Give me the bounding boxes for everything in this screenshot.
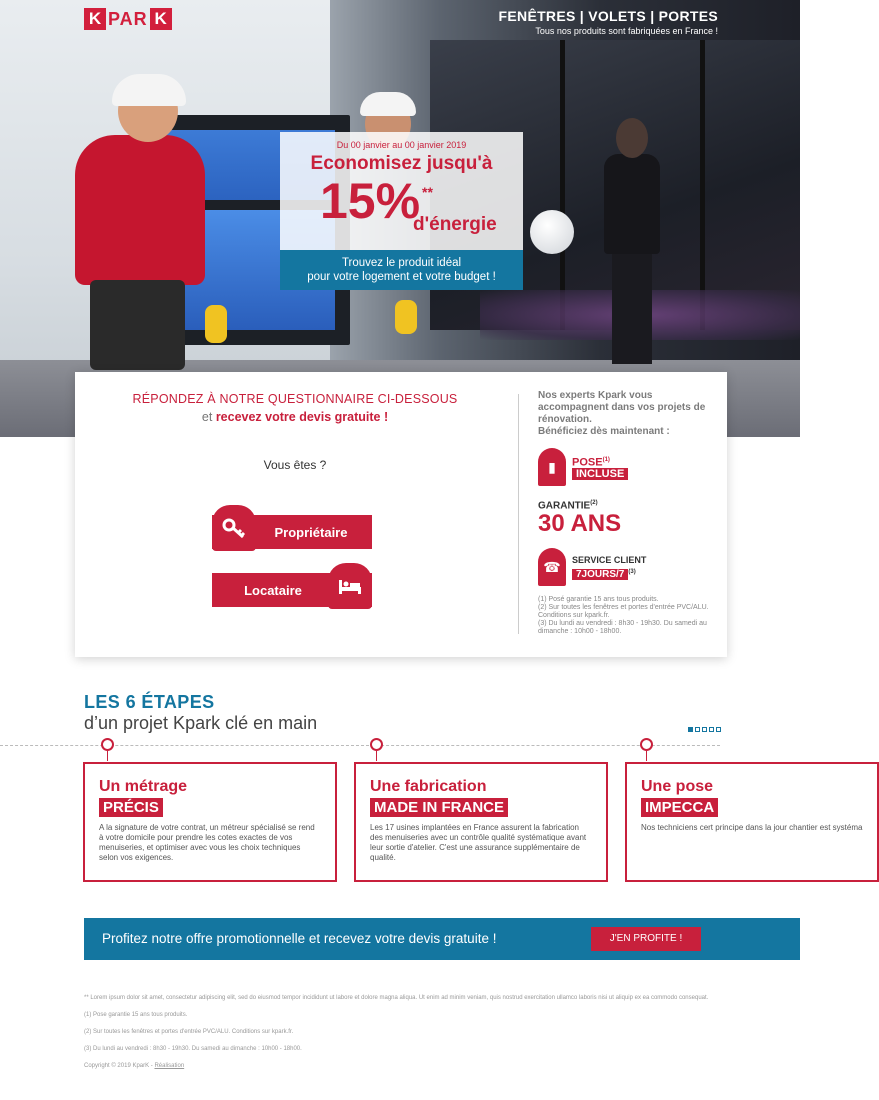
hero-woman	[596, 118, 666, 358]
badge2-sup: (2)	[590, 500, 598, 507]
logo-k2: K	[150, 8, 172, 30]
agent-icon: ☎	[538, 548, 566, 586]
promo-subline	[280, 250, 523, 290]
badge2-line1: GARANTIE	[538, 500, 591, 512]
promo-subline-2: pour votre logement et votre budget !	[307, 271, 496, 283]
logo-text: PAR	[108, 8, 148, 29]
carousel-dot[interactable]	[702, 727, 707, 732]
questionnaire-title: RÉPONDEZ À NOTRE QUESTIONNAIRE CI-DESSOUS	[132, 392, 458, 406]
header-subtitle: Tous nos produits sont fabriquées en France !	[535, 26, 718, 36]
footer-lorem: ** Lorem ipsum dolor sit amet, consectetur adipiscing elit, sed do eiusmod tempor incididunt ut labore et dolore magna aliqua. Ut enim ad minim veniam, quis nostrud exercitation ullamco laboris nisi ut aliquip ex ea commodo consequat.	[84, 995, 709, 1001]
carousel-dot[interactable]	[709, 727, 714, 732]
logo-k: K	[84, 8, 106, 30]
questionnaire-cta-text: recevez votre devis gratuite !	[215, 410, 389, 424]
question-label: Vous êtes ?	[263, 458, 327, 472]
realisation-link[interactable]: Réalisation	[154, 1063, 185, 1069]
steps-title: LES 6 ÉTAPES	[84, 692, 215, 712]
questionnaire-cta	[75, 410, 515, 424]
promo-headline: Economisez jusqu'à	[310, 153, 493, 174]
promo-box	[280, 132, 523, 250]
questionnaire-card	[75, 372, 727, 657]
header-title: FENÊTRES | VOLETS | PORTES	[498, 8, 718, 24]
badge2-line2: 30 ANS	[538, 509, 622, 537]
step-text: A la signature de votre contrat, un métreur spécialisé se rend à votre domicile pour prendre les cotes exactes de vos menuiseries, et optimiser avec vous les choix techniques selon vos exigences.	[99, 823, 315, 862]
badge1-sup: (1)	[602, 456, 610, 463]
owner-button[interactable]	[212, 515, 372, 549]
promo-dates: Du 00 janvier au 00 janvier 2019	[336, 140, 467, 150]
experts-intro: Nos experts Kpark vous accompagnent dans vos projets de rénovation.	[538, 390, 706, 425]
note-3: (3) Du lundi au vendredi : 8h30 - 19h30. Du samedi au dimanche : 10h00 - 18h00.	[538, 620, 707, 635]
carousel-dot[interactable]	[688, 727, 693, 732]
questionnaire-and: et	[201, 410, 213, 424]
step-highlight: PRÉCIS	[99, 798, 163, 817]
step-card	[83, 762, 337, 882]
experts-benefit: Bénéficiez dès maintenant :	[538, 426, 670, 437]
garantie-badge	[538, 496, 718, 538]
badge3-sup: (3)	[628, 568, 636, 575]
key-icon	[212, 505, 256, 551]
service-client-badge	[538, 546, 718, 588]
bed-icon	[328, 563, 372, 609]
step-card	[354, 762, 608, 882]
steps-heading	[84, 692, 317, 734]
step-highlight: MADE IN FRANCE	[370, 798, 508, 817]
step-card	[625, 762, 879, 882]
timeline-line	[0, 745, 720, 746]
promo-asterisk: **	[422, 184, 433, 200]
owner-label: Propriétaire	[274, 524, 348, 540]
experts-panel	[538, 390, 718, 636]
step-title: Un métrage	[99, 778, 188, 795]
copyright-text: Copyright © 2019 KparK -	[84, 1063, 155, 1069]
note-1: (1) Posé garantie 15 ans tous produits.	[538, 596, 659, 603]
promo-cta-bar	[84, 918, 800, 960]
footer-note-2: (2) Sur toutes les fenêtres et portes d'entrée PVC/ALU. Conditions sur kpark.fr.	[84, 1029, 294, 1035]
carousel-dot[interactable]	[695, 727, 700, 732]
footer	[84, 994, 724, 1079]
promo-energy: d'énergie	[413, 214, 497, 235]
badge1-line2: INCLUSE	[572, 468, 628, 480]
step-text: Les 17 usines implantées en France assurent la fabrication des menuiseries avec un contrôle qualité systématique avant leur sortie d'atelier. C'est une assurance supplémentaire de qualité.	[370, 823, 587, 862]
step-title: Une pose	[641, 778, 714, 795]
step-highlight: IMPECCA	[641, 798, 718, 817]
kpark-logo[interactable]	[84, 8, 172, 30]
cta-text: Profitez notre offre promotionnelle et recevez votre devis gratuite !	[102, 931, 497, 946]
card-separator	[518, 394, 519, 634]
header-tagline	[499, 8, 718, 36]
steps-subtitle: d’un projet Kpark clé en main	[84, 713, 318, 733]
step-title: Une fabrication	[370, 778, 487, 795]
tenant-button[interactable]	[212, 573, 372, 607]
badge3-line1: SERVICE CLIENT	[572, 554, 647, 565]
tenant-label: Locataire	[244, 582, 302, 598]
note-2: (2) Sur toutes les fenêtres et portes d'entrée PVC/ALU. Conditions sur kpark.fr.	[538, 604, 709, 619]
door-icon: ▮	[538, 448, 566, 486]
experts-notes	[538, 596, 718, 636]
footer-note-3: (3) Du lundi au vendredi : 8h30 - 19h30. Du samedi au dimanche : 10h00 - 18h00.	[84, 1046, 302, 1052]
carousel-dots[interactable]	[688, 727, 721, 732]
footer-copyright	[84, 1062, 724, 1070]
badge1-line1: POSE	[572, 456, 603, 469]
hero-frame	[700, 40, 705, 330]
carousel-dot[interactable]	[716, 727, 721, 732]
step-text: Nos techniciens cert principe dans la jour chantier est systéma	[641, 823, 863, 832]
promo-percent: 15%	[320, 173, 421, 229]
jen-profite-button[interactable]: J'EN PROFITE !	[591, 927, 701, 951]
footer-note-1: (1) Pose garantie 15 ans tous produits.	[84, 1012, 188, 1018]
pose-incluse-badge	[538, 446, 718, 488]
hero-worker	[60, 80, 220, 360]
hero-frame	[560, 40, 565, 330]
hero-lamp	[530, 210, 574, 254]
badge3-line2: 7JOURS/7	[572, 569, 628, 580]
promo-subline-1: Trouvez le produit idéal	[341, 257, 462, 269]
